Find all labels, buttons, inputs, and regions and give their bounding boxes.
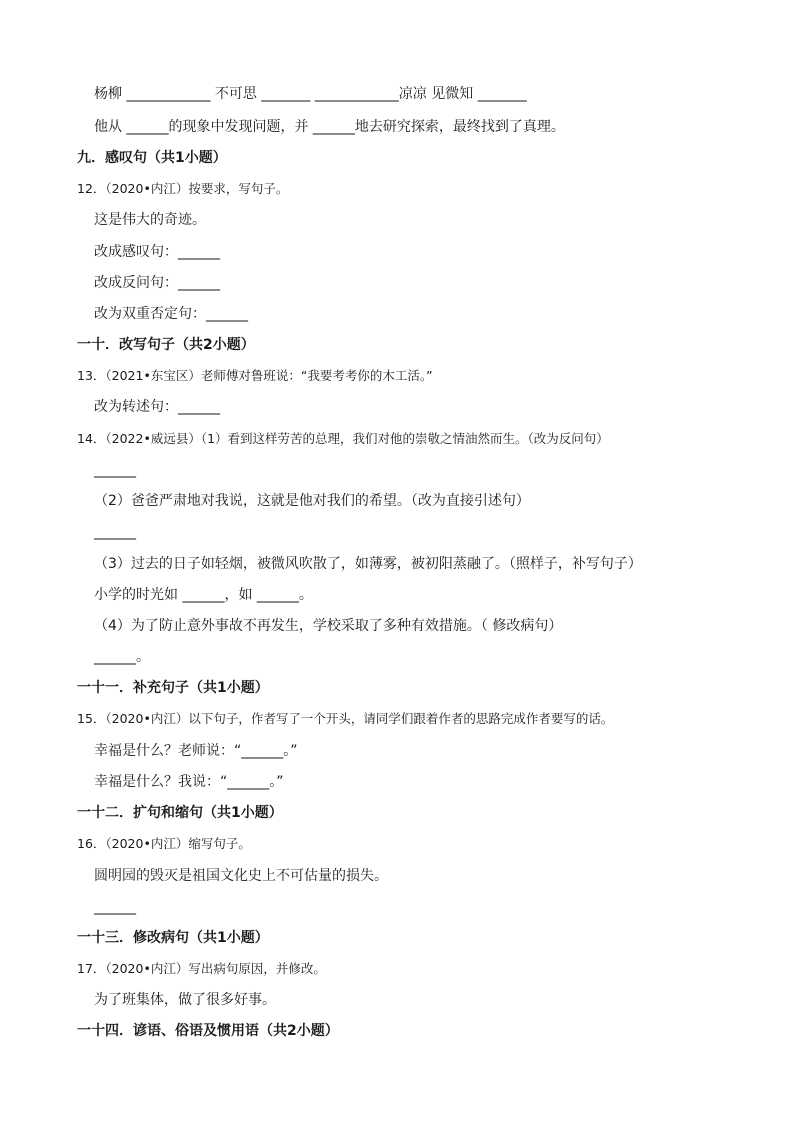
question-12-sentence: 这是伟大的奇迹。 [94,212,206,228]
section-heading-12: 一十二．扩句和缩句（共1小题） [77,805,283,821]
question-12: 12．（2020•内江）按要求，写句子。 [77,181,289,196]
question-12-part-c: 改为双重否定句：______ [94,306,248,322]
answer-blank: ______ [94,462,136,478]
section-heading-13: 一十三．修改病句（共1小题） [77,930,269,946]
question-14-part-4: （4）为了防止意外事故不再发生，学校采取了多种有效措施。（ 修改病句） [94,618,563,634]
answer-blank: ______ [94,899,136,915]
section-heading-10: 一十．改写句子（共2小题） [77,337,255,353]
question-15: 15．（2020•内江）以下句子，作者写了一个开头，请同学们跟着作者的思路完成作者要写的话。 [77,711,614,726]
question-14: 14．（2022•威远县）（1）看到这样劳苦的总理，我们对他的崇敬之情油然而生。（改为反问句） [77,431,609,446]
question-16: 16．（2020•内江）缩写句子。 [77,836,251,851]
question-12-part-b: 改成反问句：______ [94,275,220,291]
question-17: 17．（2020•内江）写出病句原因，并修改。 [77,961,326,976]
question-12-part-a: 改成感叹句：______ [94,244,220,260]
question-15-part-a: 幸福是什么？老师说：“______。” [94,743,298,759]
section-heading-9: 九．感叹句（共1小题） [77,150,227,166]
question-17-sentence: 为了班集体，做了很多好事。 [94,992,276,1008]
question-13: 13．（2021•东宝区）老师傅对鲁班说：“我要考考你的木工活。” [77,368,433,383]
answer-blank: ______。 [94,649,150,665]
section-heading-14: 一十四．谚语、俗语及惯用语（共2小题） [77,1023,339,1039]
question-15-part-b: 幸福是什么？我说：“______。” [94,774,284,790]
question-14-part-3-answer: 小学的时光如 ______，如 ______。 [94,587,313,603]
question-13-part-a: 改为转述句：______ [94,399,220,415]
fill-line-idioms: 杨柳 ____________ 不可思 _______ ____________凉凉 见微知 _______ [94,86,527,102]
fill-line-sentence: 他从 ______的现象中发现问题，并 ______地去研究探索，最终找到了真理。 [94,119,565,135]
answer-blank: ______ [94,524,136,540]
question-14-part-2: （2）爸爸严肃地对我说，这就是他对我们的希望。（改为直接引述句） [94,493,530,509]
question-16-sentence: 圆明园的毁灭是祖国文化史上不可估量的损失。 [94,868,388,884]
section-heading-11: 一十一．补充句子（共1小题） [77,680,269,696]
question-14-part-3: （3）过去的日子如轻烟，被微风吹散了，如薄雾，被初阳蒸融了。（照样子，补写句子） [94,556,642,572]
